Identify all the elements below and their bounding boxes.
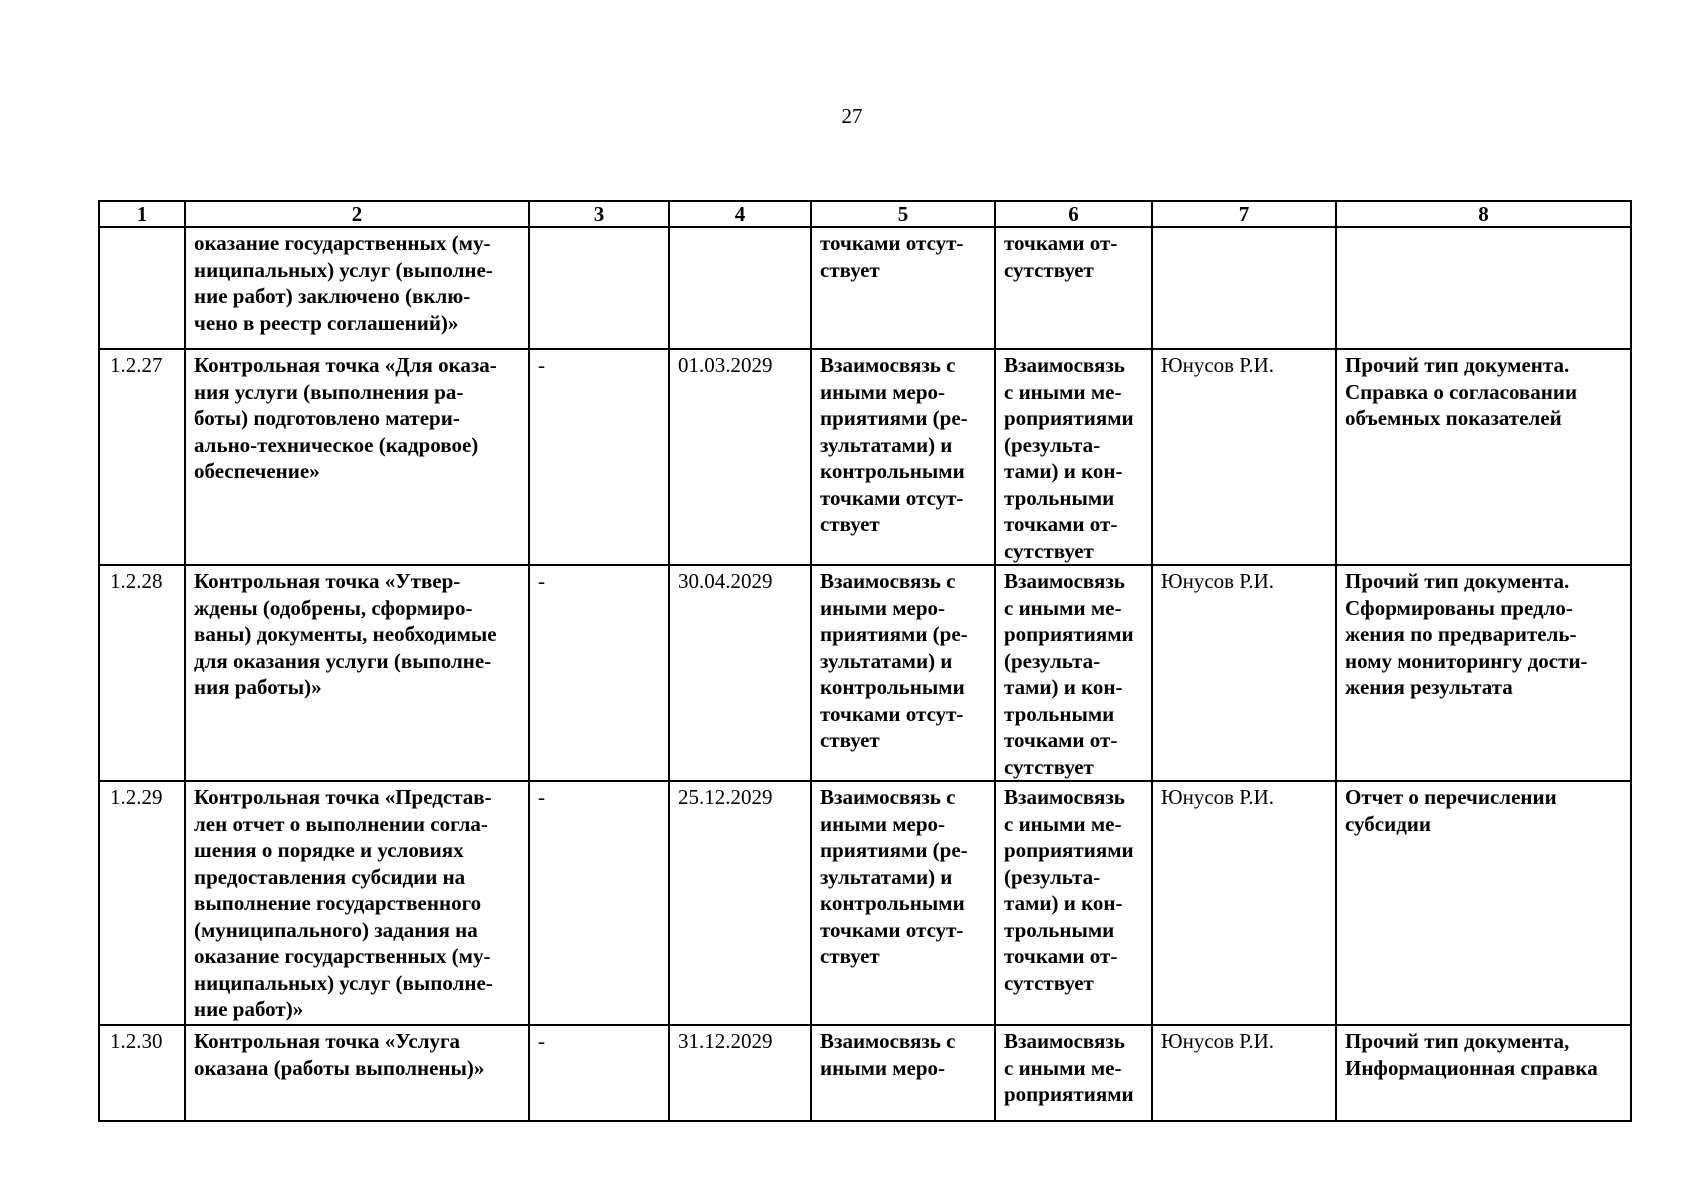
relation-cell: [811, 781, 995, 1025]
responsible-cell-text: Юнусов Р.И.: [1161, 785, 1275, 809]
document-type-cell-line: Прочий тип документа.: [1345, 353, 1570, 377]
relation-cell-line: иными меро-: [820, 595, 946, 620]
relation-cell-line: точками отсут-: [820, 701, 964, 726]
document-type-cell-line: Прочий тип документа,: [1345, 1029, 1570, 1053]
event-name-cell-line: предоставления субсидии на: [194, 864, 466, 889]
relation-detail-cell-line: Взаимосвязь: [1004, 1029, 1125, 1053]
event-name-cell-line: ния услуги (выполнения ра-: [194, 379, 464, 404]
column-3-cell: [529, 565, 669, 781]
table-row: [99, 349, 1631, 565]
document-type-cell-line: Прочий тип документа.: [1345, 569, 1570, 593]
relation-detail-cell-line: с иными ме-: [1004, 811, 1122, 836]
date-cell: [669, 781, 811, 1025]
row-number-cell-text: 1.2.29: [110, 785, 163, 809]
relation-cell-line: контрольными: [820, 459, 965, 483]
event-name-cell-line: оказана (работы выполнены)»: [194, 1055, 485, 1080]
column-3-cell: [529, 349, 669, 565]
column-header: 3: [529, 201, 669, 227]
column-3-cell-text: -: [538, 353, 545, 377]
relation-cell: [811, 1025, 995, 1121]
relation-detail-cell-line: роприятиями: [1004, 1082, 1134, 1106]
responsible-cell: [1152, 565, 1336, 781]
relation-detail-cell-line: с иными ме-: [1004, 595, 1122, 620]
document-type-cell-line: жения по предваритель-: [1345, 622, 1577, 646]
event-name-cell-line: ально-техническое (кадровое): [194, 432, 479, 457]
responsible-cell: [1152, 227, 1336, 349]
event-name-cell-line: выполнение государственного: [194, 891, 482, 915]
page-number: 27: [841, 104, 863, 128]
table-row: [99, 565, 1631, 781]
row-number-cell: [99, 1025, 185, 1121]
table-row: [99, 781, 1631, 1025]
row-number-cell-text: 1.2.27: [110, 353, 163, 377]
relation-detail-cell-line: сутствует: [1004, 257, 1094, 282]
column-3-cell-text: -: [538, 1029, 545, 1053]
relation-cell-line: Взаимосвязь с: [820, 1029, 956, 1053]
relation-cell-line: точками отсут-: [820, 917, 964, 942]
relation-cell-line: точками отсут-: [820, 231, 964, 255]
table-row: [99, 227, 1631, 349]
relation-cell-line: ствует: [820, 728, 880, 752]
document-type-cell-line: жения результата: [1345, 675, 1513, 699]
row-number-cell: [99, 565, 185, 781]
relation-detail-cell-line: тами) и кон-: [1004, 891, 1123, 915]
relation-cell-line: Взаимосвязь с: [820, 785, 956, 809]
row-number-cell: [99, 781, 185, 1025]
column-header: 8: [1336, 201, 1631, 227]
column-3-cell-text: -: [538, 785, 545, 809]
document-type-cell-line: субсидии: [1345, 811, 1432, 836]
relation-detail-cell-line: трольными: [1004, 701, 1115, 726]
relation-cell-line: зультатами) и: [820, 648, 953, 673]
event-name-cell-line: ние работ)»: [194, 997, 304, 1021]
document-type-cell: [1336, 349, 1631, 565]
responsible-cell-text: Юнусов Р.И.: [1161, 569, 1275, 593]
document-type-cell-line: Справка о согласовании: [1345, 379, 1578, 404]
relation-cell: [811, 227, 995, 349]
document-type-cell-line: ному мониторингу дости-: [1345, 648, 1588, 673]
relation-detail-cell: [995, 227, 1152, 349]
relation-cell-line: иными меро-: [820, 379, 946, 404]
relation-cell-line: зультатами) и: [820, 432, 953, 457]
event-name-cell: [185, 781, 529, 1025]
relation-detail-cell-line: (результа-: [1004, 648, 1101, 673]
row-number-cell-text: 1.2.30: [110, 1029, 163, 1053]
document-type-cell: [1336, 227, 1631, 349]
relation-cell-line: приятиями (ре-: [820, 406, 968, 430]
relation-cell-line: ствует: [820, 257, 880, 282]
relation-detail-cell-line: Взаимосвязь: [1004, 569, 1125, 593]
event-name-cell-line: обеспечение»: [194, 459, 320, 483]
relation-cell-line: контрольными: [820, 891, 965, 915]
event-name-cell-line: ния работы)»: [194, 675, 322, 699]
column-number-row: [99, 201, 1631, 227]
responsible-cell: [1152, 1025, 1336, 1121]
column-3-cell: [529, 781, 669, 1025]
event-name-cell-line: Контрольная точка «Для оказа-: [194, 353, 497, 377]
event-name-cell-line: чено в реестр соглашений)»: [194, 310, 459, 335]
relation-detail-cell-line: Взаимосвязь: [1004, 785, 1125, 809]
relation-detail-cell: [995, 565, 1152, 781]
relation-detail-cell: [995, 349, 1152, 565]
event-name-cell-line: оказание государственных (му-: [194, 231, 491, 255]
relation-cell-line: ствует: [820, 512, 880, 536]
relation-cell: [811, 565, 995, 781]
document-type-cell-line: объемных показателей: [1345, 406, 1562, 430]
event-name-cell-line: ние работ) заключено (вклю-: [194, 284, 471, 308]
relation-cell-line: приятиями (ре-: [820, 838, 968, 862]
date-cell-text: 25.12.2029: [678, 785, 773, 809]
responsible-cell-text: Юнусов Р.И.: [1161, 353, 1275, 377]
column-header: 1: [99, 201, 185, 227]
event-name-cell-line: Контрольная точка «Утвер-: [194, 569, 461, 593]
date-cell: [669, 349, 811, 565]
responsible-cell-text: Юнусов Р.И.: [1161, 1029, 1275, 1053]
relation-detail-cell-line: (результа-: [1004, 432, 1101, 457]
date-cell: [669, 227, 811, 349]
relation-detail-cell-line: (результа-: [1004, 864, 1101, 889]
relation-detail-cell-line: точками от-: [1004, 944, 1118, 968]
event-name-cell-line: ваны) документы, необходимые: [194, 622, 497, 646]
relation-detail-cell-line: точками от-: [1004, 231, 1118, 255]
event-name-cell-line: оказание государственных (му-: [194, 944, 491, 968]
relation-cell-line: ствует: [820, 944, 880, 968]
event-name-cell-line: лен отчет о выполнении согла-: [194, 811, 488, 836]
event-name-cell-line: боты) подготовлено матери-: [194, 406, 460, 430]
relation-detail-cell: [995, 1025, 1152, 1121]
relation-detail-cell-line: Взаимосвязь: [1004, 353, 1125, 377]
event-name-cell: [185, 227, 529, 349]
event-name-cell: [185, 565, 529, 781]
event-name-cell-line: ждены (одобрены, сформиро-: [194, 595, 473, 620]
relation-cell-line: контрольными: [820, 675, 965, 699]
relation-detail-cell-line: роприятиями: [1004, 838, 1134, 862]
relation-detail-cell-line: с иными ме-: [1004, 1055, 1122, 1080]
event-name-cell-line: для оказания услуги (выполне-: [194, 648, 492, 673]
relation-detail-cell-line: точками от-: [1004, 728, 1118, 752]
event-name-cell-line: Контрольная точка «Услуга: [194, 1029, 461, 1053]
relation-detail-cell: [995, 781, 1152, 1025]
relation-cell-line: иными меро-: [820, 811, 946, 836]
column-3-cell: [529, 227, 669, 349]
relation-cell-line: точками отсут-: [820, 485, 964, 510]
event-name-cell-line: (муниципального) задания на: [194, 917, 478, 942]
date-cell: [669, 1025, 811, 1121]
event-name-cell: [185, 1025, 529, 1121]
column-header: 7: [1152, 201, 1336, 227]
column-3-cell: [529, 1025, 669, 1121]
event-name-cell: [185, 349, 529, 565]
table-row: [99, 1025, 1631, 1121]
relation-detail-cell-line: роприятиями: [1004, 622, 1134, 646]
document-type-cell-line: Отчет о перечислении: [1345, 785, 1557, 809]
relation-detail-cell-line: сутствует: [1004, 970, 1094, 995]
relation-cell-line: Взаимосвязь с: [820, 353, 956, 377]
document-type-cell-line: Информационная справка: [1345, 1055, 1598, 1080]
document-type-cell-line: Сформированы предло-: [1345, 595, 1573, 620]
column-header: 4: [669, 201, 811, 227]
date-cell: [669, 565, 811, 781]
date-cell-text: 30.04.2029: [678, 569, 773, 593]
document-type-cell: [1336, 565, 1631, 781]
event-name-cell-line: ниципальных) услуг (выполне-: [194, 970, 493, 995]
relation-cell-line: приятиями (ре-: [820, 622, 968, 646]
relation-detail-cell-line: роприятиями: [1004, 406, 1134, 430]
row-number-cell-text: 1.2.28: [110, 569, 163, 593]
event-name-cell-line: Контрольная точка «Представ-: [194, 785, 492, 809]
date-cell-text: 31.12.2029: [678, 1029, 773, 1053]
row-number-cell: [99, 349, 185, 565]
column-3-cell-text: -: [538, 569, 545, 593]
column-header: 6: [995, 201, 1152, 227]
row-number-cell: [99, 227, 185, 349]
column-header: 2: [185, 201, 529, 227]
document-type-cell: [1336, 781, 1631, 1025]
relation-detail-cell-line: точками от-: [1004, 512, 1118, 536]
control-points-table: [98, 200, 1632, 1122]
relation-detail-cell-line: тами) и кон-: [1004, 675, 1123, 699]
relation-cell-line: зультатами) и: [820, 864, 953, 889]
relation-detail-cell-line: тами) и кон-: [1004, 459, 1123, 483]
relation-cell: [811, 349, 995, 565]
relation-detail-cell-line: с иными ме-: [1004, 379, 1122, 404]
relation-detail-cell-line: трольными: [1004, 917, 1115, 942]
event-name-cell-line: ниципальных) услуг (выполне-: [194, 257, 493, 282]
relation-detail-cell-line: трольными: [1004, 485, 1115, 510]
responsible-cell: [1152, 349, 1336, 565]
relation-detail-cell-line: сутствует: [1004, 754, 1094, 779]
date-cell-text: 01.03.2029: [678, 353, 773, 377]
document-type-cell: [1336, 1025, 1631, 1121]
relation-detail-cell-line: сутствует: [1004, 538, 1094, 563]
relation-cell-line: иными меро-: [820, 1055, 946, 1080]
responsible-cell: [1152, 781, 1336, 1025]
relation-cell-line: Взаимосвязь с: [820, 569, 956, 593]
event-name-cell-line: шения о порядке и условиях: [194, 838, 464, 862]
column-header: 5: [811, 201, 995, 227]
